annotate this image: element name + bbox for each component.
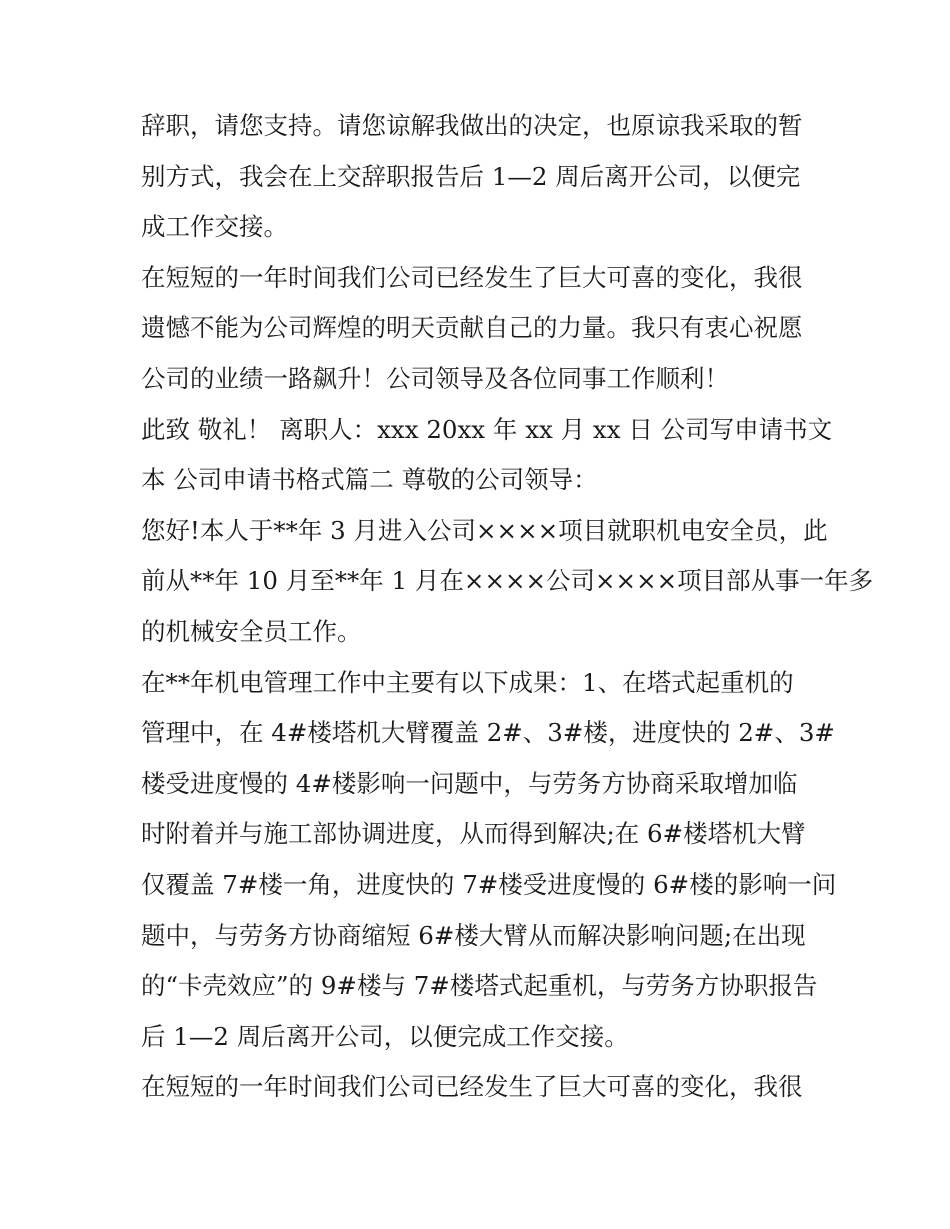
text-line: 辞职，请您支持。请您谅解我做出的决定，也原谅我采取的暂 <box>141 111 803 140</box>
body-text <box>141 101 874 1113</box>
text-line: 在短短的一年时间我们公司已经发生了巨大可喜的变化，我很 <box>141 1072 803 1102</box>
text-line: 仅覆盖 7#楼一角，进度快的 7#楼受进度慢的 6#楼的影响一问 <box>141 869 837 899</box>
text-line: 在**年机电管理工作中主要有以下成果：1、在塔式起重机的 <box>141 667 794 697</box>
text-line: 公司的业绩一路飙升！公司领导及各位同事工作顺利！ <box>141 363 729 393</box>
text-line: 此致 敬礼！ 离职人：xxx 20xx 年 xx 月 xx 日 公司写申请书文 <box>141 414 833 444</box>
text-line: 成工作交接。 <box>141 212 288 242</box>
text-line: 管理中，在 4#楼塔机大臂覆盖 2#、3#楼，进度快的 2#、3# <box>141 718 835 748</box>
text-line: 您好!本人于**年 3 月进入公司××××项目就职机电安全员，此 <box>141 515 828 545</box>
text-line: 楼受进度慢的 4#楼影响一问题中，与劳务方协商采取增加临 <box>141 768 798 798</box>
text-line: 遗憾不能为公司辉煌的明天贡献自己的力量。我只有衷心祝愿 <box>141 313 803 343</box>
text-line: 的机械安全员工作。 <box>141 616 362 646</box>
text-line: 题中，与劳务方协商缩短 6#楼大臂从而解决影响问题;在出现 <box>141 920 806 950</box>
text-line: 别方式，我会在上交辞职报告后 1—2 周后离开公司，以便完 <box>141 161 801 191</box>
text-line: 后 1—2 周后离开公司，以便完成工作交接。 <box>141 1021 629 1051</box>
text-line: 本 公司申请书格式篇二 尊敬的公司领导： <box>141 465 598 495</box>
text-line: 前从**年 10 月至**年 1 月在××××公司××××项目部从事一年多 <box>141 566 874 596</box>
text-line: 时附着并与施工部协调进度，从而得到解决;在 6#楼塔机大臂 <box>141 819 806 849</box>
text-line: 的“卡壳效应”的 9#楼与 7#楼塔式起重机，与劳务方协职报告 <box>141 971 818 1001</box>
text-line: 在短短的一年时间我们公司已经发生了巨大可喜的变化，我很 <box>141 262 803 292</box>
